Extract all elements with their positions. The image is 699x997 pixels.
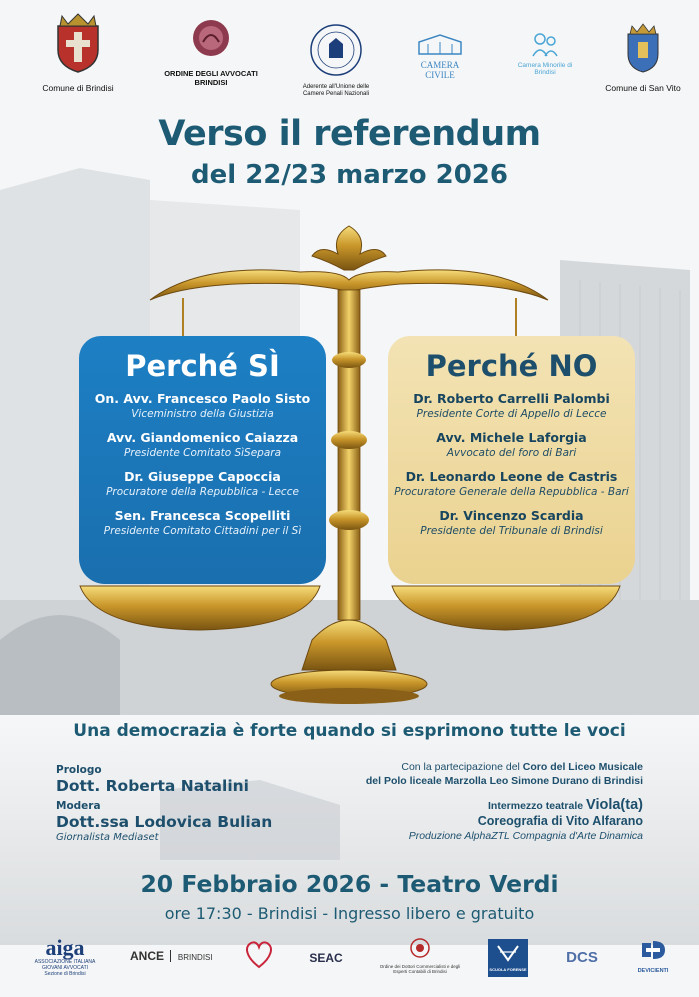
speaker-si-3: [79, 469, 326, 499]
ance-city: BRINDISI: [177, 953, 213, 962]
devicienti-logo: [626, 937, 680, 974]
commercialisti-logo: [370, 937, 470, 974]
modera-name: Dott.ssa Lodovica Bulian: [56, 813, 273, 831]
aiga-wordmark: aiga: [45, 935, 85, 960]
commercialisti-emblem-icon: [409, 937, 431, 959]
modera-label: Modera: [56, 800, 101, 812]
speaker-no-3: [388, 469, 635, 499]
intermezzo-label: Intermezzo teatrale: [488, 800, 584, 812]
speaker-name: Avv. Michele Laforgia: [436, 430, 587, 445]
speaker-name: Sen. Francesca Scopelliti: [114, 508, 291, 523]
speaker-role: Presidente Comitato Cittadini per il Sì: [103, 525, 302, 537]
camera-civile-label: CAMERA CIVILE: [420, 60, 460, 81]
performers-section: [313, 760, 643, 843]
dcs-logo: [554, 949, 610, 967]
speaker-si-1: [79, 391, 326, 421]
aiga-logo: [34, 937, 96, 977]
intermezzo-line: [313, 798, 643, 813]
brindisi-caption: Comune di Brindisi: [42, 83, 114, 93]
associazione-heart-logo: [236, 937, 282, 976]
prologo-label: Prologo: [56, 764, 102, 776]
speaker-role: Presidente del Tribunale di Brindisi: [420, 525, 603, 537]
ance-wordmark: ANCE: [130, 949, 165, 963]
scuola-forense-logo: [488, 939, 528, 977]
partecipazione-line-1: [313, 760, 643, 774]
heart-icon: [242, 937, 276, 971]
speaker-name: Dr. Roberto Carrelli Palombi: [413, 391, 610, 406]
devicienti-label: DEVICIENTI: [637, 968, 669, 974]
speaker-role: Procuratore della Repubblica - Lecce: [106, 486, 299, 498]
panel-perche-no: [388, 336, 635, 584]
speaker-role: Viceministro della Giustizia: [131, 408, 274, 420]
ance-logo: [130, 947, 214, 965]
panel-perche-si: [79, 336, 326, 584]
aiga-sub-3: Sezione di Brindisi: [44, 971, 86, 977]
event-date-venue: 20 Febbraio 2026 - Teatro Verdi: [140, 870, 559, 898]
avvocati-caption-1: ORDINE DEGLI AVVOCATI: [164, 69, 258, 78]
speaker-name: Avv. Giandomenico Caiazza: [106, 430, 299, 445]
aiga-sub-2: GIOVANI AVVOCATI: [41, 965, 89, 971]
partecipazione-line-2: del Polo liceale Marzolla Leo Simone Durano di Brindisi: [365, 775, 643, 787]
ance-divider: [170, 950, 171, 962]
event-details: ore 17:30 - Brindisi - Ingresso libero e gratuito: [164, 904, 535, 923]
speaker-name: Dr. Vincenzo Scardia: [439, 508, 584, 523]
camera-penale-caption-1: Aderente all'Unione delle: [302, 84, 370, 90]
seac-logo: [306, 949, 346, 967]
speaker-role: Presidente Corte di Appello di Lecce: [416, 408, 607, 420]
speaker-role: Avvocato del foro di Bari: [446, 447, 577, 459]
san-vito-caption: Comune di San Vito: [605, 83, 681, 93]
speaker-name: On. Avv. Francesco Paolo Sisto: [94, 391, 311, 406]
speaker-role: Procuratore Generale della Repubblica - Bari: [394, 486, 629, 498]
tagline: Una democrazia è forte quando si esprimono tutte le voci: [73, 721, 626, 741]
intermezzo-choreo: Coreografia di Vito Alfarano: [477, 814, 643, 828]
page-subtitle-date: del 22/23 marzo 2026: [191, 160, 508, 190]
page-title: Verso il referendum: [158, 114, 541, 154]
camera-penale-caption-2: Camere Penali Nazionali: [302, 90, 370, 97]
modera-role: Giornalista Mediaset: [56, 832, 159, 843]
partecipazione-coro: Coro del Liceo Musicale: [522, 761, 643, 773]
intermezzo-production: Produzione AlphaZTL Compagnia d'Arte Dinamica: [408, 830, 643, 842]
avvocati-caption-2: BRINDISI: [194, 77, 228, 87]
panel-no-heading: Perché NO: [425, 349, 598, 383]
camera-minorile-label: Camera Minorile di Brindisi: [517, 62, 573, 77]
aiga-sub-1: ASSOCIAZIONE ITALIANA: [34, 959, 96, 965]
commercialisti-caption-1: Ordine dei Dottori Commercialisti e degli: [379, 964, 461, 969]
scuola-forense-label: SCUOLA FORENSE: [489, 967, 527, 972]
speaker-si-2: [79, 430, 326, 460]
intermezzo-title: Viola(ta): [586, 797, 643, 813]
speaker-no-4: [388, 508, 635, 538]
dcs-wordmark: DCS: [566, 949, 598, 966]
commercialisti-caption-2: Esperti Contabili di Brindisi: [393, 969, 447, 974]
partner-logos-bottom: [0, 937, 699, 993]
speaker-name: Dr. Leonardo Leone de Castris: [405, 469, 618, 484]
speaker-no-1: [388, 391, 635, 421]
panel-si-heading: Perché SÌ: [125, 349, 280, 383]
scuola-forense-icon: [496, 944, 520, 962]
speaker-no-2: [388, 430, 635, 460]
speaker-role: Presidente Comitato SìSepara: [123, 447, 282, 459]
prologo-name: Dott. Roberta Natalini: [56, 777, 249, 795]
speaker-name: Dr. Giuseppe Capoccia: [124, 469, 281, 484]
seac-wordmark: SEAC: [309, 951, 343, 965]
devicienti-cross-icon: [638, 937, 668, 963]
speaker-si-4: [79, 508, 326, 538]
partecipazione-prefix: Con la partecipazione del: [401, 761, 520, 773]
